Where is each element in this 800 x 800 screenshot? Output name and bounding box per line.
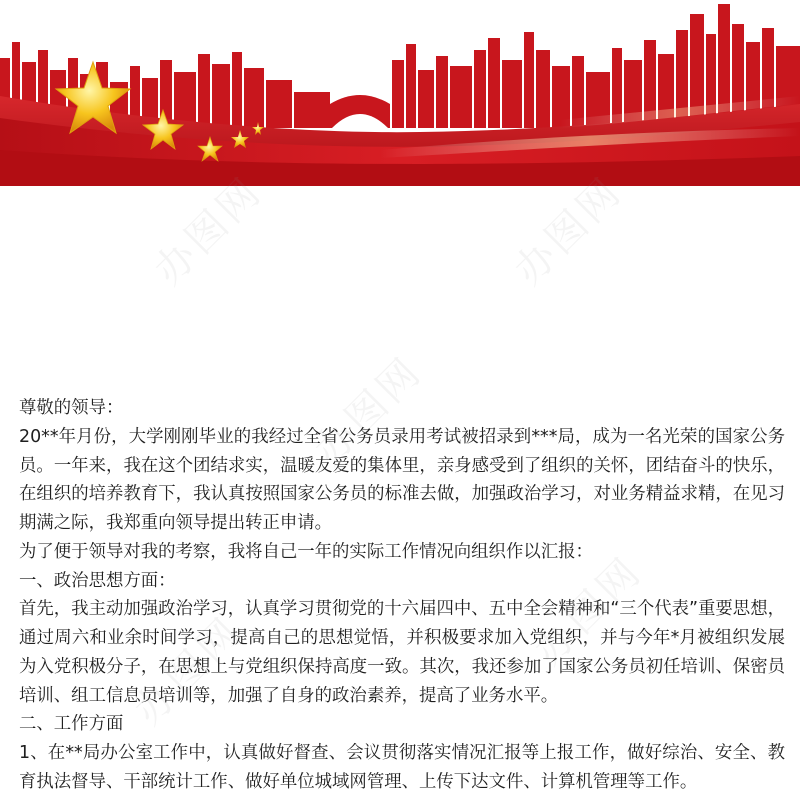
letter-paragraph: 20**年月份，大学刚刚毕业的我经过全省公务员录用考试被招录到***局，成为一名光荣的国家公务员。一年来，我在这个团结求实，温暖友爱的集体里，亲身感受到了组织的关怀，团结奋斗的快乐，在组织的培养教育下，我认真按照国家公务员的标准去做，加强政治学习，对业务精益求精，在见习期满之际，我郑重向领导提出转正申请。 (19, 426, 785, 533)
letter-paragraph: 1、在**局办公室工作中，认真做好督查、会议贯彻落实情况汇报等上报工作，做好综治、安全、教育执法督导、干部统计工作、做好单位城域网管理、上传下达文件、计算机管理等工作。 (19, 743, 785, 792)
watermark: 办图网 (145, 168, 272, 294)
watermark: 办图网 (505, 168, 632, 294)
section-heading: 二、工作方面 (19, 714, 124, 735)
letter-paragraph: 首先，我主动加强政治学习，认真学习贯彻党的十六届四中、五中全会精神和“三个代表”重要思想，通过周六和业余时间学习，提高自己的思想觉悟，并积极要求加入党组织，并与今年*月被组织发展为入党积极分子，在思想上与党组织保持高度一致。其次，我还参加了国家公务员初任培训、保密员培训、组工信息员培训等，加强了自身的政治素养，提高了业务水平。 (19, 599, 785, 706)
header-banner (0, 0, 800, 186)
watermark: 办图网 (125, 608, 252, 734)
watermark: 办图网 (305, 348, 432, 474)
letter-paragraph: 为了便于领导对我的考察，我将自己一年的实际工作情况向组织作以汇报： (19, 541, 593, 562)
letter-greeting: 尊敬的领导： (19, 398, 124, 418)
watermark: 办图网 (525, 548, 652, 674)
section-heading: 一、政治思想方面： (19, 570, 176, 591)
city-skyline-graphic (0, 0, 800, 186)
letter-body (19, 394, 785, 797)
